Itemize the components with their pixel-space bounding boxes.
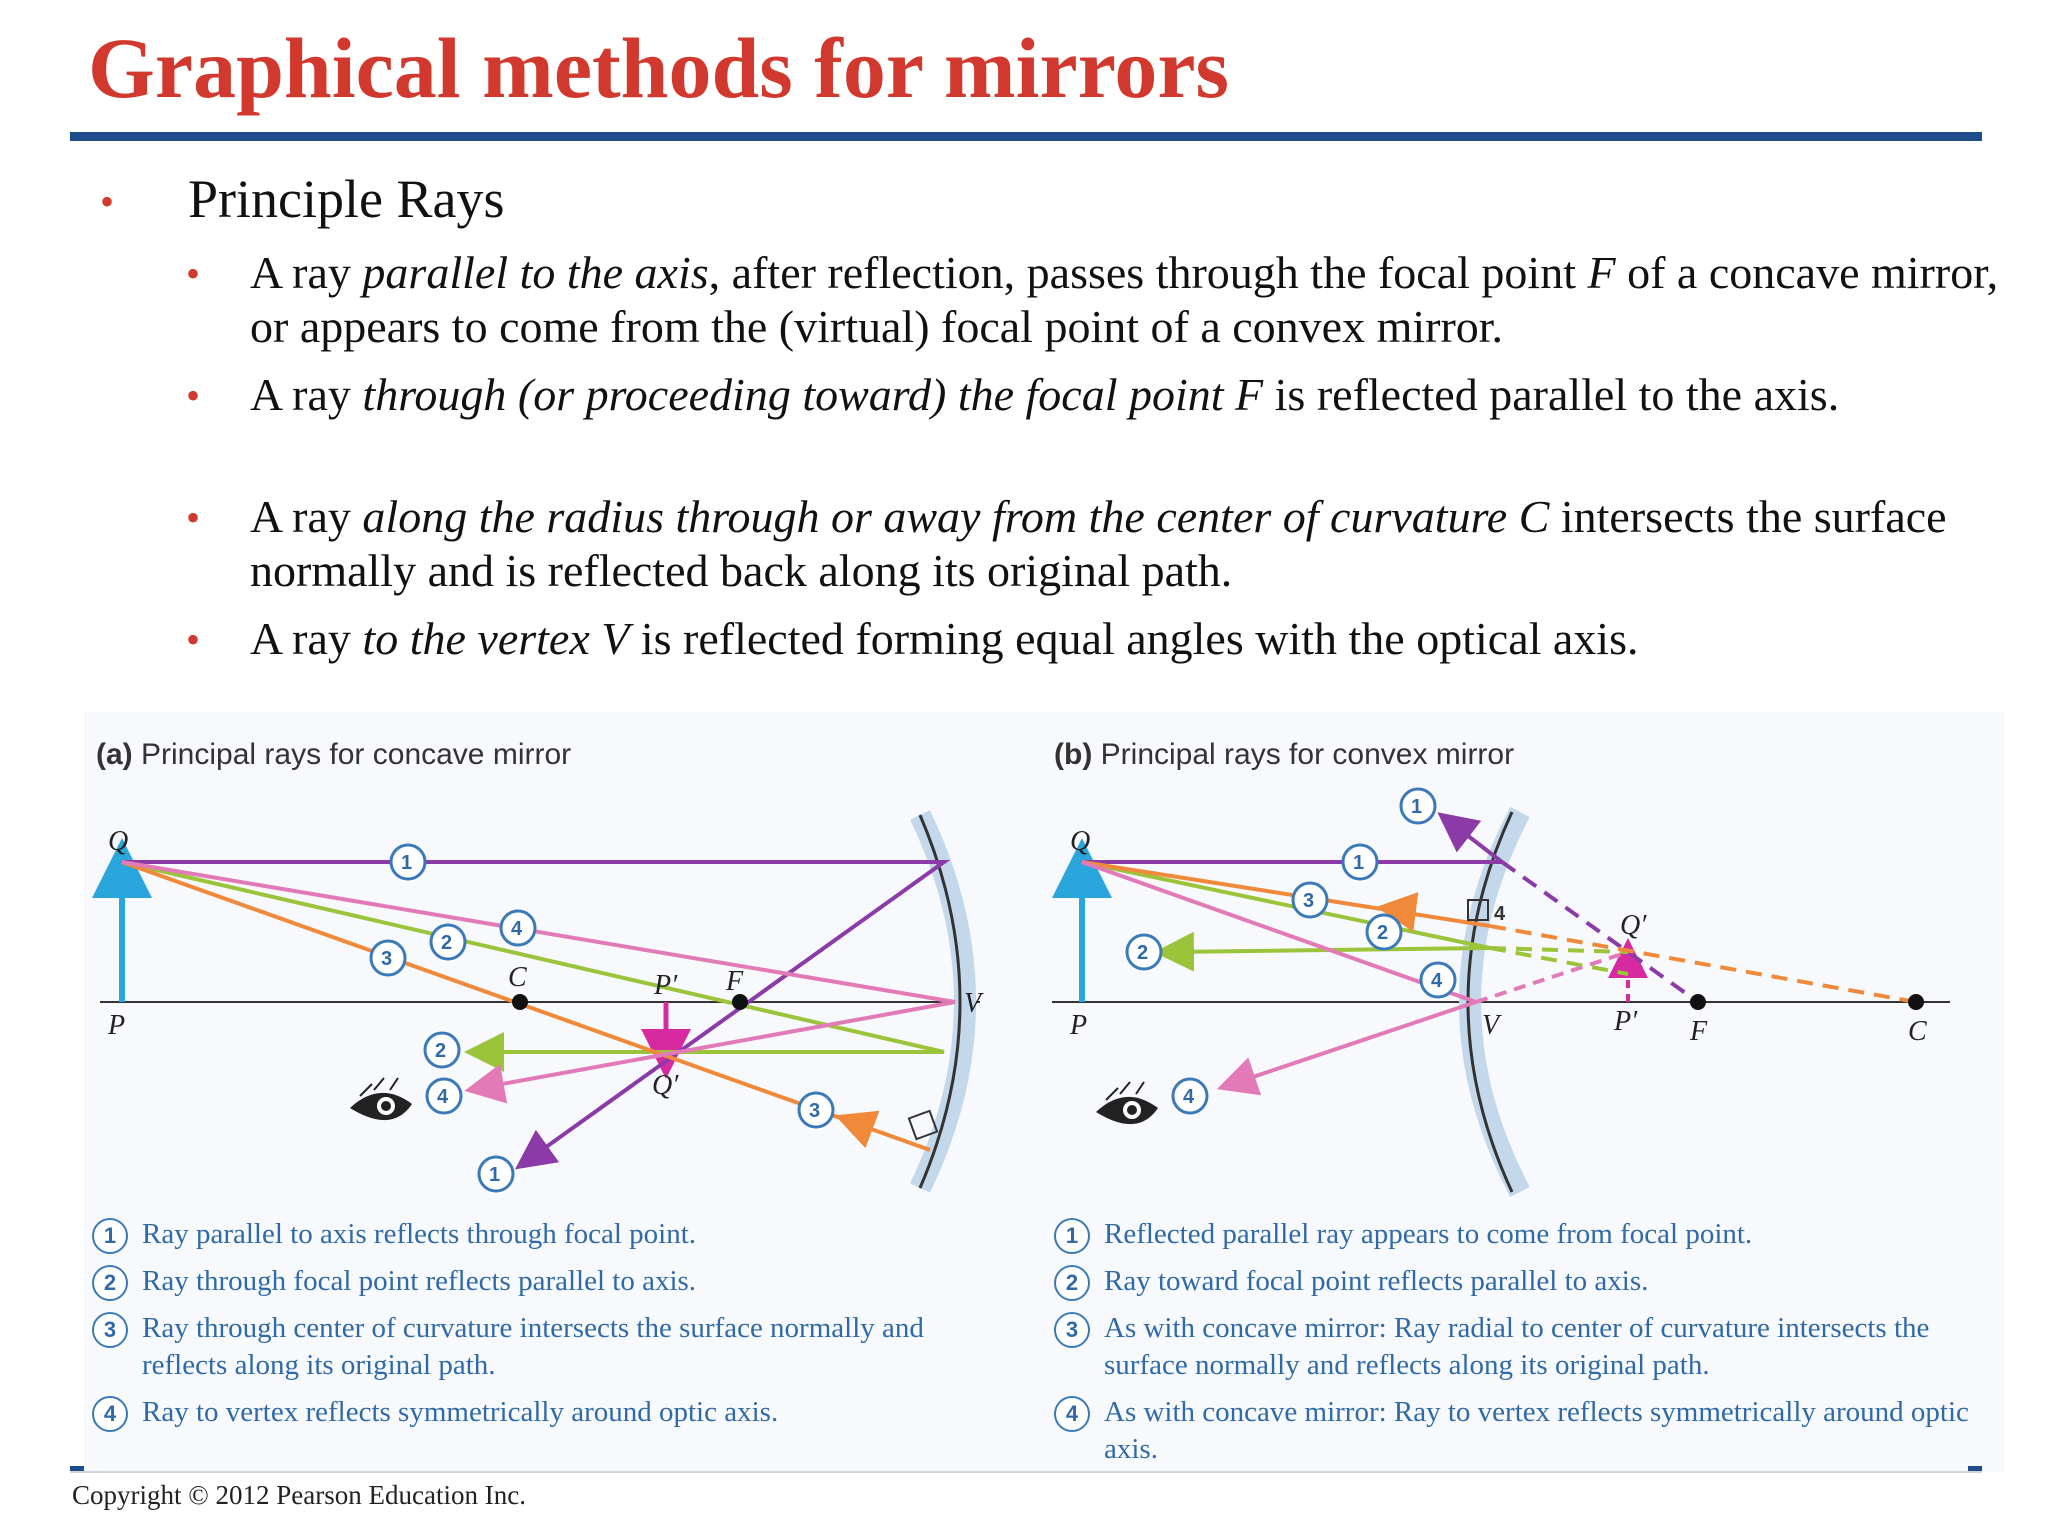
bullet-focal-ray: A ray through (or proceeding toward) the focal point F is reflected parallel to the axis. (250, 369, 1840, 420)
copyright-notice: Copyright © 2012 Pearson Education Inc. (72, 1480, 526, 1510)
legend-item: 1 Reflected parallel ray appears to come from focal point. (1054, 1216, 1974, 1253)
label-p-b: P (1070, 1010, 1088, 1041)
legend-item: 2 Ray toward focal point reflects parallel to axis. (1054, 1263, 1974, 1300)
eye-icon (1096, 1082, 1158, 1124)
bullet-marker: • (186, 617, 201, 662)
ray-num-circle (391, 845, 425, 879)
bullet-marker: • (186, 495, 201, 540)
svg-text:4: 4 (1431, 970, 1443, 992)
ray-num-circle (425, 1033, 459, 1067)
svg-text:2: 2 (435, 1040, 447, 1062)
figure-b-title: (b) Principal rays for convex mirror (1054, 738, 1515, 771)
legend-item: 4 As with concave mirror: Ray to vertex reflects symmetrically around optic axis. (1054, 1394, 1974, 1468)
ray-2-a (122, 862, 944, 1052)
eye-icon (350, 1078, 412, 1120)
svg-text:1: 1 (1353, 852, 1365, 874)
svg-text:4: 4 (511, 918, 523, 940)
figure-a-diagram (100, 815, 984, 1191)
ray-1-b (1082, 822, 1502, 862)
svg-text:3: 3 (1303, 890, 1315, 912)
svg-text:2: 2 (1377, 922, 1389, 944)
bullet-marker: • (186, 373, 201, 418)
svg-text:1: 1 (1411, 796, 1423, 818)
legend-item: 3 Ray through center of curvature intersects the surface normally and reflects along its original path. (92, 1310, 972, 1384)
bullet-radial-ray: A ray along the radius through or away from the center of curvature C intersects the surface normally and is reflected back along its original path. (250, 491, 1947, 596)
ray-num-circle (1343, 845, 1377, 879)
ray-num-circle (431, 925, 465, 959)
legend-b (1054, 1216, 1974, 1478)
label-q-b: Q (1070, 826, 1091, 857)
label-c-b: C (1908, 1016, 1927, 1047)
ray-num-circle (799, 1093, 833, 1127)
legend-item: 3 As with concave mirror: Ray radial to center of curvature intersects the surface normally and reflects along its original path. (1054, 1310, 1974, 1384)
ray-num-circle (1421, 963, 1455, 997)
ray-4-a (122, 862, 955, 1088)
point-c-b (1908, 994, 1924, 1010)
figure-b-diagram (1052, 789, 1950, 1192)
bullet-vertex-ray: A ray to the vertex V is reflected forming equal angles with the optical axis. (250, 613, 1639, 664)
svg-text:2: 2 (441, 932, 453, 954)
footer-mark-left (70, 1466, 84, 1471)
ray-num-circle (479, 1157, 513, 1191)
slide-title: Graphical methods for mirrors (88, 20, 1229, 116)
bullet-main: Principle Rays (188, 169, 505, 229)
legend-item: 1 Ray parallel to axis reflects through focal point. (92, 1216, 972, 1253)
label-qprime-a: Q′ (652, 1070, 679, 1101)
figure-a-title: (a) Principal rays for concave mirror (96, 738, 572, 771)
label-qprime-b: Q′ (1620, 910, 1647, 941)
ray-num-circle (1367, 915, 1401, 949)
ray-num-circle (1173, 1079, 1207, 1113)
ray-num-circle (501, 911, 535, 945)
legend-item: 4 Ray to vertex reflects symmetrically around optic axis. (92, 1394, 972, 1431)
bullet-marker: • (186, 251, 201, 296)
legend-item: 2 Ray through focal point reflects parallel to axis. (92, 1263, 972, 1300)
legend-a (92, 1216, 972, 1441)
svg-text:4: 4 (1183, 1086, 1195, 1108)
bullet-parallel-ray: A ray parallel to the axis, after reflection, passes through the focal point F of a concave mirror, or appears to come from the (virtual) focal point of a convex mirror. (250, 247, 1999, 352)
label-c-a: C (508, 962, 527, 993)
label-v-b: V (1482, 1010, 1500, 1041)
svg-text:3: 3 (809, 1100, 821, 1122)
ray-4-b (1082, 862, 1476, 1084)
ray-num-circle (1401, 789, 1435, 823)
label-pprime-a: P′ (654, 970, 678, 1001)
ray-num-circle (427, 1079, 461, 1113)
ray-num-circle (1127, 935, 1161, 969)
ray-3-b-virtual (1490, 926, 1916, 1002)
ray-num-circle (1293, 883, 1327, 917)
bullet-marker: • (100, 179, 115, 224)
point-c-a (512, 994, 528, 1010)
right-angle-label-b: 4 (1494, 903, 1506, 925)
label-q-a: Q (108, 826, 129, 857)
label-f-b: F (1690, 1016, 1708, 1047)
svg-text:1: 1 (401, 852, 413, 874)
label-f-a: F (726, 966, 744, 997)
point-f-b (1690, 994, 1706, 1010)
ray-3-b (1082, 862, 1490, 926)
ray-3-a-return-arrow (850, 1121, 858, 1124)
label-pprime-b: P′ (1614, 1006, 1638, 1037)
footer-mark-right (1968, 1466, 1982, 1471)
svg-text:2: 2 (1137, 942, 1149, 964)
svg-text:1: 1 (489, 1164, 501, 1186)
ray-num-circle (371, 941, 405, 975)
label-v-a: V (964, 988, 982, 1019)
ray-3-b-return-arrow (1392, 909, 1400, 910)
label-p-a: P (108, 1010, 126, 1041)
svg-text:3: 3 (381, 948, 393, 970)
svg-text:4: 4 (437, 1086, 449, 1108)
footer-divider (70, 1471, 1982, 1473)
